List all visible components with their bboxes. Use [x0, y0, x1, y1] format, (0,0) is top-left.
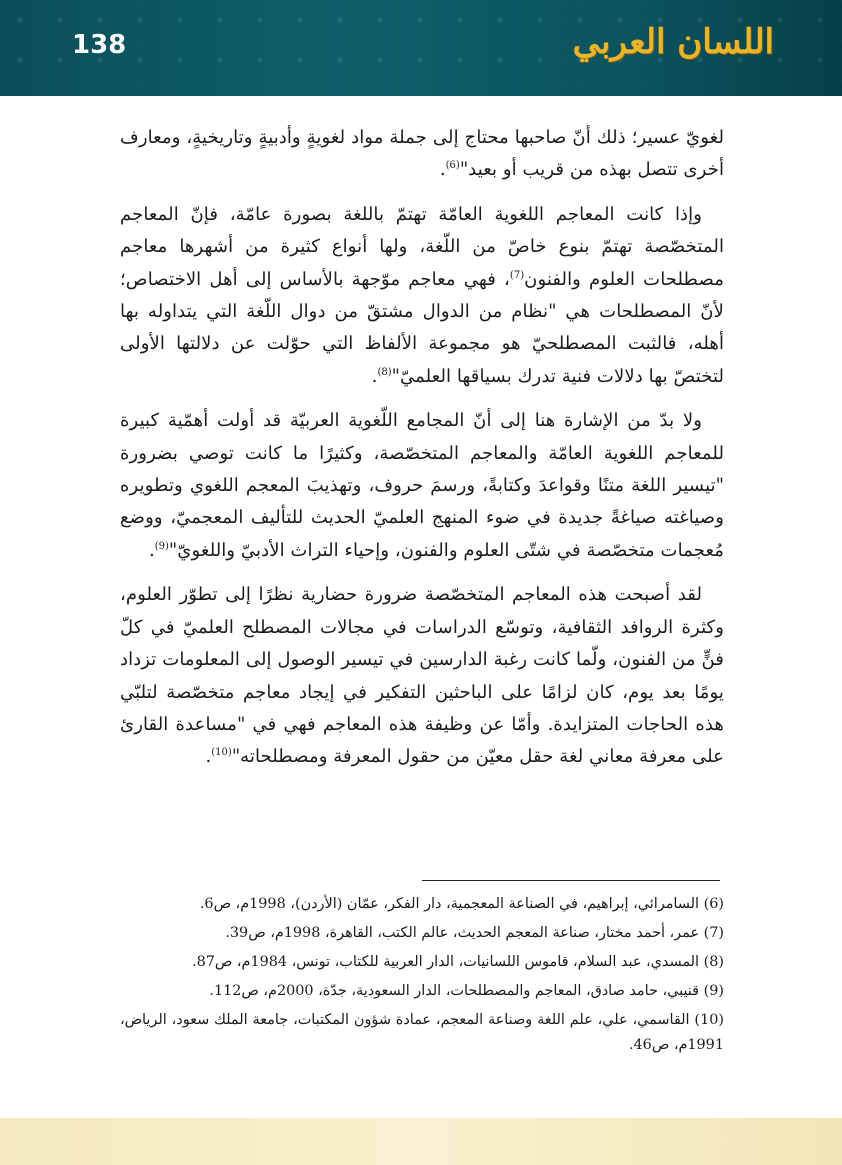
paragraph-4: لقد أصبحت هذه المعاجم المتخصّصة ضرورة حضارية نظرًا إلى تطوّر العلوم، وكثرة الروافد الثقافية، وتوسّع الدراسات في مجالات المصطلح العلميّ في كلّ فنٍّ من الفنون، ولّما كانت رغبة الدارسين في تيسير الوصول إلى المعلومات تزداد يومًا بعد يوم، كان لزامًا على الباحثين التفكير في إيجاد معاجم متخصّصة لتلبّي هذه الحاجات المتزايدة. وأمّا عن وظيفة هذه المعاجم فهي في "مساعدة القارئ على معرفة معاني لغة حقل معيّن من حقول المعرفة ومصطلحاته"$^{(10)}$.: [120, 584, 724, 768]
paragraph-3: ولا بدّ من الإشارة هنا إلى أنّ المجامع اللّغوية العربيّة قد أولت أهمّية كبيرة للمعاجم اللغوية العامّة والمعاجم المتخصّصة، وكثيرًا ما كانت توصي بضرورة "تيسير اللغة متنًا وقواعدَ وكتابةً، ورسمَ حروف، وتهذيبَ المعجم اللغوي وتطويره وصياغته صياغةً جديدة في ضوء المنهج العلميّ الحديث للتأليف المعجميّ، ووضع مُعجمات متخصّصة في شتّى العلوم والفنون، وإحياء التراث الأدبيّ واللغويّ"$^{(9)}$.: [120, 410, 724, 561]
footnotes: [120, 890, 724, 1058]
footnote-ref-8[interactable]: (8): [377, 366, 392, 378]
footnote-8: (8) المسدي، عبد السلام، قاموس اللسانيات، الدار العربية للكتاب، تونس، 1984م، ص87.: [192, 954, 724, 970]
paragraph-1: لغويّ عسير؛ ذلك أنّ صاحبها محتاج إلى جملة مواد لغويةٍ وأدبيةٍ وتاريخيةٍ، ومعارف أخرى تتصل بهذه من قريب أو بعيد"$^{(6)}$.: [120, 127, 724, 181]
footnote-6: (6) السامرائي، إبراهيم، في الصناعة المعجمية، دار الفكر، عمّان (الأردن)، 1998م، ص6.: [199, 896, 724, 912]
footnote-ref-9[interactable]: (9): [154, 540, 169, 552]
header-bar: [0, 0, 842, 96]
footnote-9: (9) قنيبي، حامد صادق، المعاجم والمصطلحات، الدار السعودية، جدّة، 2000م، ص112.: [209, 983, 724, 999]
footnote-ref-10[interactable]: (10): [211, 747, 232, 759]
footnote-ref-7[interactable]: (7): [509, 269, 525, 281]
page-number: 138: [72, 30, 127, 60]
footnote-separator: [422, 880, 720, 881]
footer-band: [0, 1118, 842, 1165]
paragraph-2: وإذا كانت المعاجم اللغوية العامّة تهتمّ باللغة بصورة عامّة، فإنّ المعاجم المتخصّصة تهتمّ بنوع خاصّ من اللّغة، ولها أنواع كثيرة من أشهرها معاجم مصطلحات العلوم والفنون$^{(7)}$، فهي معاجم موّجهة بالأساس إلى أهل الاختصاص؛ لأنّ المصطلحات هي "نظام من الدوال مشتقّ من دوال اللّغة التي يتداوله بها أهله، فالثبت المصطلحيّ هو مجموعة الألفاظ التي حوّلت عن دلالتها الأولى لتختصّ بها دلالات فنية تدرك بسياقها العلميّ"$^{(8)}$.: [120, 203, 724, 387]
footnote-ref-6[interactable]: (6): [445, 160, 460, 172]
journal-logo: اللسان العربي: [572, 22, 774, 62]
footnote-10: (10) القاسمي، علي، علم اللغة وصناعة المعجم، عمادة شؤون المكتبات، جامعة الملك سعود، الرياض، 1991م، ص46.: [120, 1012, 724, 1053]
article-body: [120, 122, 724, 786]
footnote-7: (7) عمر، أحمد مختار، صناعة المعجم الحديث، عالم الكتب، القاهرة، 1998م، ص39.: [225, 925, 724, 941]
